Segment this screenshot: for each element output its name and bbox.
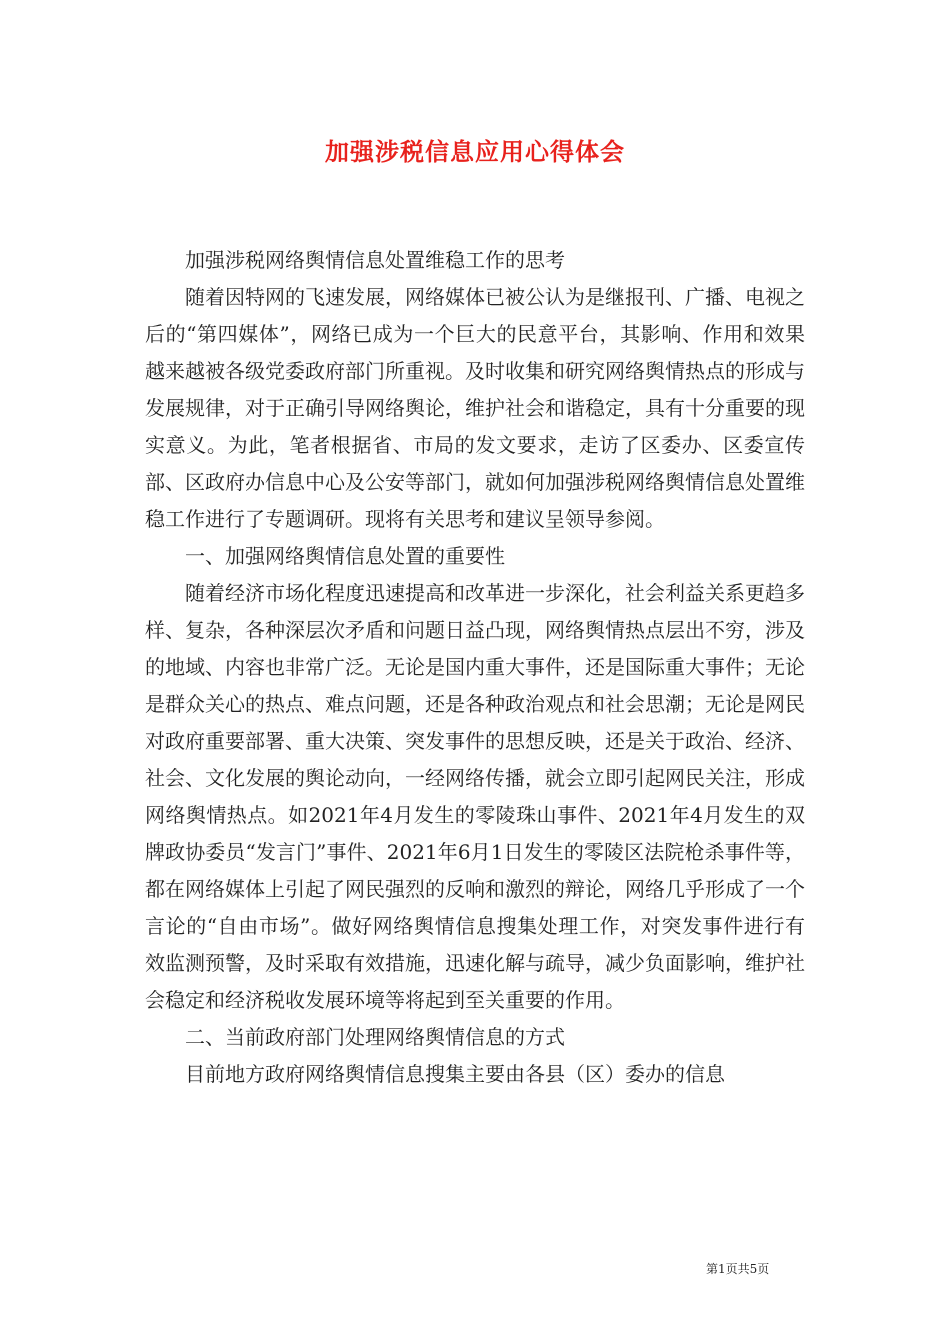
section-heading-1: 一、加强网络舆情信息处置的重要性 — [185, 544, 505, 568]
document-title: 加强涉税信息应用心得体会 — [325, 137, 625, 166]
paragraph-subtitle: 加强涉税网络舆情信息处置维稳工作的思考 — [185, 248, 565, 272]
section-heading-2: 二、当前政府部门处理网络舆情信息的方式 — [185, 1025, 565, 1049]
paragraph-intro: 随着因特网的飞速发展，网络媒体已被公认为是继报刊、广播、电视之后的“第四媒体”，网络已成为一个巨大的民意平台，其影响、作用和效果越来越被各级党委政府部门所重视。及时收集和研究网络舆情热点的形成与发展规律，对于正确引导网络舆论，维护社会和谐稳定，具有十分重要的现实意义。为此，笔者根据省、市局的发文要求，走访了区委办、区委宣传部、区政府办信息中心及公安等部门，就如何加强涉税网络舆情信息处置维稳工作进行了专题调研。现将有关思考和建议呈领导参阅。 — [145, 285, 805, 531]
paragraph-section-2: 目前地方政府网络舆情信息搜集主要由各县（区）委办的信息 — [185, 1062, 725, 1086]
document-body — [145, 242, 805, 1093]
paragraph-section-1: 随着经济市场化程度迅速提高和改革进一步深化，社会利益关系更趋多样、复杂，各种深层次矛盾和问题日益凸现，网络舆情热点层出不穷，涉及的地域、内容也非常广泛。无论是国内重大事件，还是国际重大事件；无论是群众关心的热点、难点问题，还是各种政治观点和社会思潮；无论是网民对政府重要部署、重大决策、突发事件的思想反映，还是关于政治、经济、社会、文化发展的舆论动向，一经网络传播，就会立即引起网民关注，形成网络舆情热点。如2021年4月发生的零陵珠山事件、2021年4月发生的双牌政协委员“发言门”事件、2021年6月1日发生的零陵区法院枪杀事件等，都在网络媒体上引起了网民强烈的反响和激烈的辩论，网络几乎形成了一个言论的“自由市场”。做好网络舆情信息搜集处理工作，对突发事件进行有效监测预警，及时采取有效措施，迅速化解与疏导，减少负面影响，维护社会稳定和经济税收发展环境等将起到至关重要的作用。 — [145, 581, 805, 1012]
page-number: 第1页共5页 — [706, 1262, 770, 1276]
